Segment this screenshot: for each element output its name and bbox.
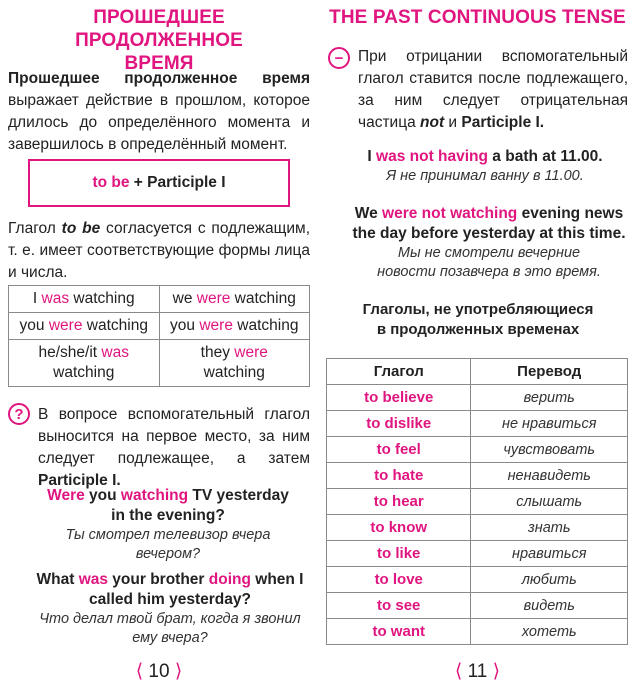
verbs-heading-line-2: в продолженных временах — [376, 321, 580, 338]
question-rule — [38, 404, 310, 492]
table-row — [9, 340, 310, 387]
page-number-10 — [0, 660, 318, 683]
title-line-1: ПРОШЕДШЕЕ ПРОДОЛЖЕННОЕ — [75, 7, 243, 51]
example-english: What was your brother doing when I called him yesterday? — [36, 571, 304, 608]
table-row — [327, 593, 628, 619]
translation-cell: нравиться — [471, 541, 628, 567]
table-row — [327, 411, 628, 437]
negation-term-not: not — [420, 114, 445, 131]
table-row — [327, 489, 628, 515]
chevron-left-icon: ⟨ — [454, 661, 463, 682]
table-cell: they were watching — [159, 340, 310, 387]
example-english: We were not watching evening news the day before yesterday at this time. — [352, 205, 626, 242]
table-row — [327, 385, 628, 411]
example-question-2 — [34, 570, 306, 648]
example-question-1 — [44, 486, 292, 564]
table-cell: you were watching — [9, 313, 160, 340]
example-russian: Мы не смотрели вечерние новости позавчера в это время. — [377, 245, 601, 280]
verb-cell: to hate — [327, 463, 471, 489]
agreement-prefix: Глагол — [8, 220, 62, 237]
formula-participle: + Participle I — [133, 174, 226, 191]
table-row — [327, 541, 628, 567]
negation-rule-text: При отрицании вспомогательный глагол ставится после подлежащего, за ним следует отрицательная частица — [358, 48, 628, 131]
translation-cell: чувствовать — [471, 437, 628, 463]
forms-table — [8, 285, 310, 387]
right-page — [320, 0, 635, 695]
table-cell: you were watching — [159, 313, 310, 340]
verbs-heading-line-1: Глаголы, не употребляющиеся — [362, 301, 594, 318]
table-row — [327, 437, 628, 463]
agreement-suffix: согласуется с подлежащим, т. е. имеет соответствующие формы лица и числа. — [8, 220, 311, 281]
example-russian: Что делал твой брат, когда я звонил ему вчера? — [39, 611, 301, 646]
formula-box — [28, 159, 290, 207]
translation-cell: знать — [471, 515, 628, 541]
translation-cell: ненавидеть — [471, 463, 628, 489]
definition-term: Прошедшее продолженное время — [8, 70, 310, 87]
verbs-heading — [330, 300, 626, 340]
table-row — [327, 619, 628, 645]
negation-term-participle: Participle I. — [461, 114, 545, 131]
question-rule-term: Participle I. — [38, 472, 121, 489]
table-cell: we were watching — [159, 286, 310, 313]
table-header-row — [327, 359, 628, 385]
example-russian: Ты смотрел телевизор вчера вечером? — [65, 527, 271, 562]
question-icon: ? — [8, 403, 30, 425]
verb-cell: to believe — [327, 385, 471, 411]
translation-cell: верить — [471, 385, 628, 411]
example-english: I was not having a bath at 11.00. — [367, 148, 603, 165]
table-row — [9, 286, 310, 313]
column-header-translation: Перевод — [471, 359, 628, 385]
translation-cell: хотеть — [471, 619, 628, 645]
example-english: Were you watching TV yesterday in the evening? — [47, 487, 289, 524]
negation-rule — [358, 46, 628, 134]
verb-cell: to love — [327, 567, 471, 593]
definition-paragraph — [8, 68, 310, 156]
agreement-paragraph — [8, 218, 310, 284]
translation-cell: не нравиться — [471, 411, 628, 437]
example-russian: Я не принимал ванну в 11.00. — [386, 168, 584, 184]
page-number-text: 10 — [148, 661, 170, 682]
verb-cell: to like — [327, 541, 471, 567]
chevron-left-icon: ⟨ — [135, 661, 144, 682]
title-line-2: ВРЕМЯ — [124, 53, 194, 74]
page-number-11 — [320, 660, 635, 683]
table-row — [327, 515, 628, 541]
verb-cell: to dislike — [327, 411, 471, 437]
verb-cell: to feel — [327, 437, 471, 463]
negation-mid: и — [444, 114, 462, 131]
page-number-text: 11 — [467, 661, 488, 682]
chevron-right-icon: ⟩ — [174, 661, 183, 682]
question-rule-text: В вопросе вспомогательный глагол выносится на первое место, за ним следует подлежащее, а затем — [38, 406, 310, 467]
verb-cell: to hear — [327, 489, 471, 515]
verb-cell: to see — [327, 593, 471, 619]
definition-text: выражает действие в прошлом, которое длилось до определённого момента и завершилось в определённый момент. — [8, 92, 310, 153]
agreement-term: to be — [61, 220, 101, 237]
right-page-title: THE PAST CONTINUOUS TENSE — [329, 7, 626, 28]
minus-icon: − — [328, 47, 350, 69]
translation-cell: видеть — [471, 593, 628, 619]
chevron-right-icon: ⟩ — [492, 661, 501, 682]
translation-cell: любить — [471, 567, 628, 593]
left-page-title — [6, 6, 312, 75]
example-negation-1 — [340, 147, 630, 186]
table-cell: I was watching — [9, 286, 160, 313]
formula-to-be: to be — [92, 174, 130, 191]
table-cell: he/she/it was watching — [9, 340, 160, 387]
table-row — [327, 463, 628, 489]
example-negation-2 — [348, 204, 630, 282]
verb-cell: to want — [327, 619, 471, 645]
column-header-verb: Глагол — [327, 359, 471, 385]
stative-verbs-table — [326, 358, 628, 645]
translation-cell: слышать — [471, 489, 628, 515]
verb-cell: to know — [327, 515, 471, 541]
table-row — [9, 313, 310, 340]
table-row — [327, 567, 628, 593]
